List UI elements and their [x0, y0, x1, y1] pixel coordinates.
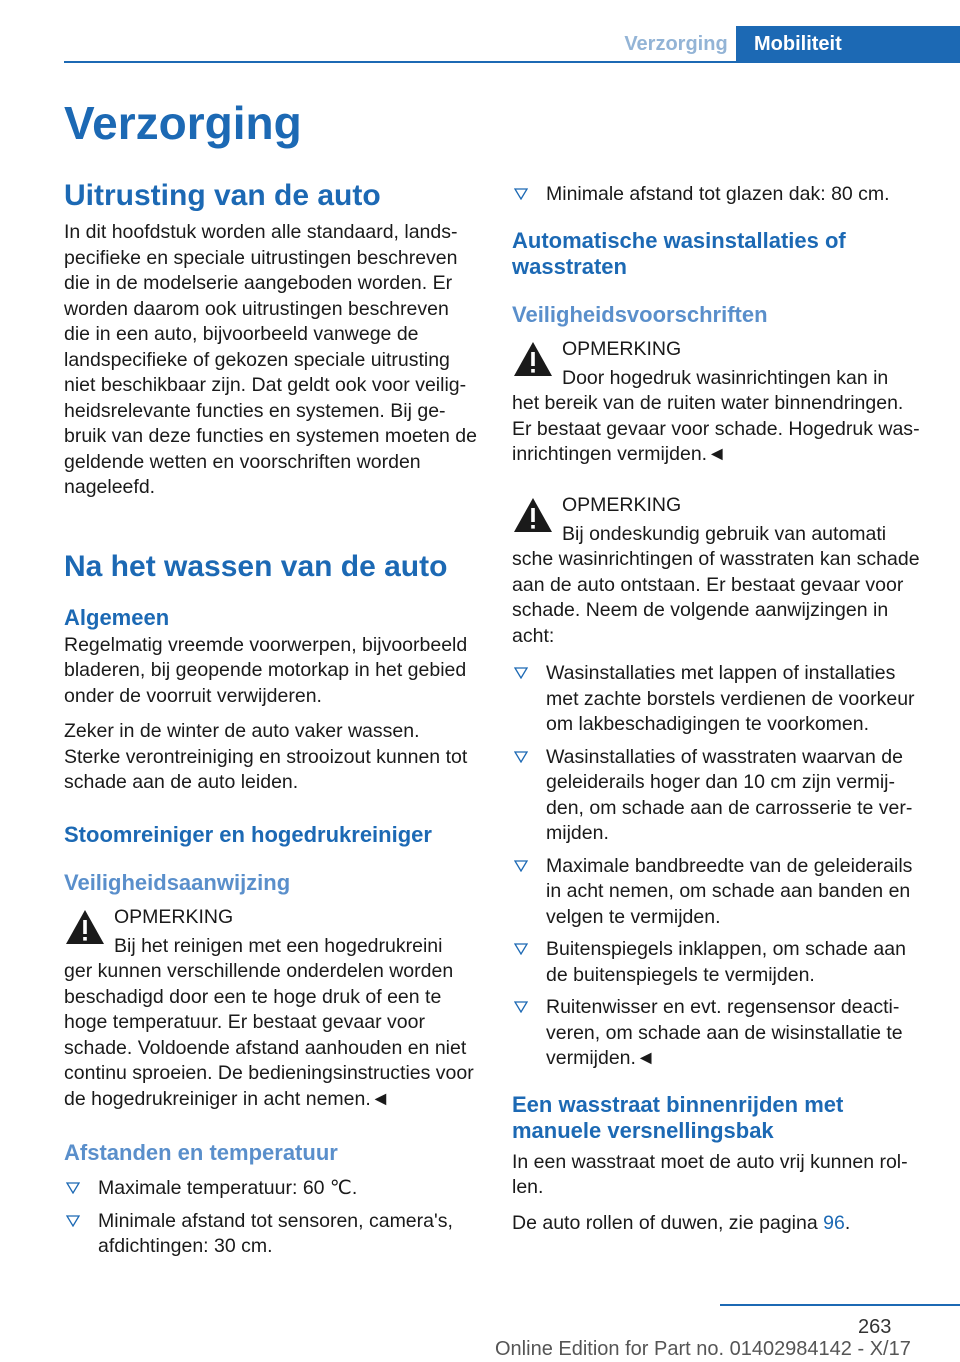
warning-text-first: Bij het reinigen met een hogedrukreini	[114, 934, 443, 957]
warning-text-rest: ger kunnen verschillende onderdelen worden beschadigd door een te hoge druk of een te hoge temperatuur. Er bestaat gevaar voor schade. Voldoende afstand aanhouden en niet continu sproeien. De bedieningsinstructies voor de hogedrukreiniger in acht nemen.◄	[64, 960, 474, 1110]
warning-block-auto-wash	[512, 492, 926, 650]
edition-line: Online Edition for Part no. 01402984142 - X/17	[495, 1338, 911, 1360]
warning-label: OPMERKING	[562, 337, 682, 360]
chapter-title: Verzorging	[64, 97, 302, 149]
tab-mobiliteit[interactable]: Mobiliteit	[736, 26, 960, 62]
right-column	[512, 182, 926, 1246]
triangle-bullet-icon	[514, 188, 528, 200]
warning-icon	[64, 908, 106, 946]
triangle-bullet-icon	[514, 1001, 528, 1013]
list-item: Minimale afstand tot glazen dak: 80 cm.	[512, 182, 926, 208]
heading-general: Algemeen	[64, 604, 170, 630]
triangle-bullet-icon	[514, 667, 528, 679]
triangle-bullet-icon	[66, 1182, 80, 1194]
heading-manual-gearbox: Een wasstraat binnenrijden met manuele versnellingsbak	[512, 1091, 844, 1143]
warning-text-first: Bij ondeskundig gebruik van automati	[562, 522, 887, 545]
heading-after-wash: Na het wassen van de auto	[64, 549, 448, 583]
paragraph-manual-1: In een wasstraat moet de auto vrij kunnen rollen.	[512, 1150, 908, 1198]
warning-label: OPMERKING	[562, 493, 682, 516]
heading-distances: Afstanden en temperatuur	[64, 1140, 338, 1165]
warning-icon	[512, 496, 554, 534]
page-number: 263	[858, 1316, 892, 1338]
warning-text-rest: sche wasinrichtingen of wasstraten kan schade aan de auto ontstaan. Er bestaat gevaar voor schade. Neem de volgende aanwijzingen in acht:	[512, 548, 920, 647]
paragraph-manual-2: De auto rollen of duwen, zie pagina 96.	[512, 1211, 851, 1234]
header-tabs	[616, 26, 960, 62]
list-item: Maximale bandbreedte van de geleiderails in acht nemen, om schade aan banden en velgen te vermijden.	[512, 854, 926, 931]
heading-steam-cleaner: Stoomreiniger en hogedrukreiniger	[64, 821, 432, 847]
warning-icon	[512, 340, 554, 378]
footer-divider	[720, 1304, 960, 1306]
warning-block-hp-wash	[512, 336, 926, 468]
triangle-bullet-icon	[514, 860, 528, 872]
list-item: Wasinstallaties of wasstraten waarvan de geleiderails hoger dan 10 cm zijn vermijden, om schade aan de carrosserie te vermijden.	[512, 745, 926, 847]
list-item: Minimale afstand tot sensoren, camera's, afdichtingen: 30 cm.	[64, 1209, 478, 1260]
heading-auto-wash: Automatische wasinstallaties of wasstraten	[512, 227, 846, 279]
header-divider	[64, 61, 960, 63]
paragraph-general-2: Zeker in de winter de auto vaker wassen. Sterke verontreiniging en strooizout kunnen tot schade aan de auto leiden.	[64, 720, 468, 793]
page-link-96[interactable]: 96	[823, 1211, 845, 1234]
list-item: Buitenspiegels inklappen, om schade aan de buitenspiegels te vermijden.	[512, 937, 926, 988]
tab-verzorging[interactable]: Verzorging	[624, 33, 728, 55]
heading-safety-rules: Veiligheidsvoorschriften	[512, 301, 768, 327]
list-glass-roof	[512, 182, 926, 208]
list-item: Wasinstallaties met lappen of installaties met zachte borstels verdienen de voorkeur om lakbeschadigingen te voorkomen.	[512, 661, 926, 738]
triangle-bullet-icon	[514, 751, 528, 763]
warning-block-steam	[64, 904, 478, 1113]
paragraph-general-1: Regelmatig vreemde voorwerpen, bijvoorbeeld bladeren, bij geopende motorkap in het gebied onder de voorruit verwijderen.	[64, 633, 468, 707]
heading-safety-note: Veiligheidsaanwijzing	[64, 869, 291, 895]
triangle-bullet-icon	[514, 943, 528, 955]
list-distances	[64, 1176, 478, 1260]
list-item: Ruitenwisser en evt. regensensor deactiveren, om schade aan de wisinstallatie te vermijden.◄	[512, 995, 926, 1072]
heading-equipment: Uitrusting van de auto	[64, 179, 381, 212]
triangle-bullet-icon	[66, 1215, 80, 1227]
list-item: Maximale temperatuur: 60 ℃.	[64, 1176, 478, 1202]
warning-text-rest: het bereik van de ruiten water binnendringen. Er bestaat gevaar voor schade. Hogedruk wasinrichtingen vermijden.◄	[512, 392, 920, 465]
warning-text-first: Door hogedruk wasinrichtingen kan in	[562, 366, 889, 389]
warning-label: OPMERKING	[114, 905, 234, 928]
list-wash-instructions	[512, 661, 926, 1072]
paragraph-equipment: In dit hoofdstuk worden alle standaard, landspecifieke en speciale uitrustingen beschreven die in de modelserie aangeboden worden. Er worden daarom ook uitrustingen beschreven die in een auto, bijvoorbeeld vanwege de landspecifieke of gekozen speciale uitrusting niet beschikbaar zijn. Dat geldt ook voor veiligheidsrelevante functies en systemen. Bij gebruik van deze functies en systemen moeten de geldende wetten en voorschriften worden nageleefd.	[64, 221, 477, 498]
left-column	[64, 178, 478, 1272]
